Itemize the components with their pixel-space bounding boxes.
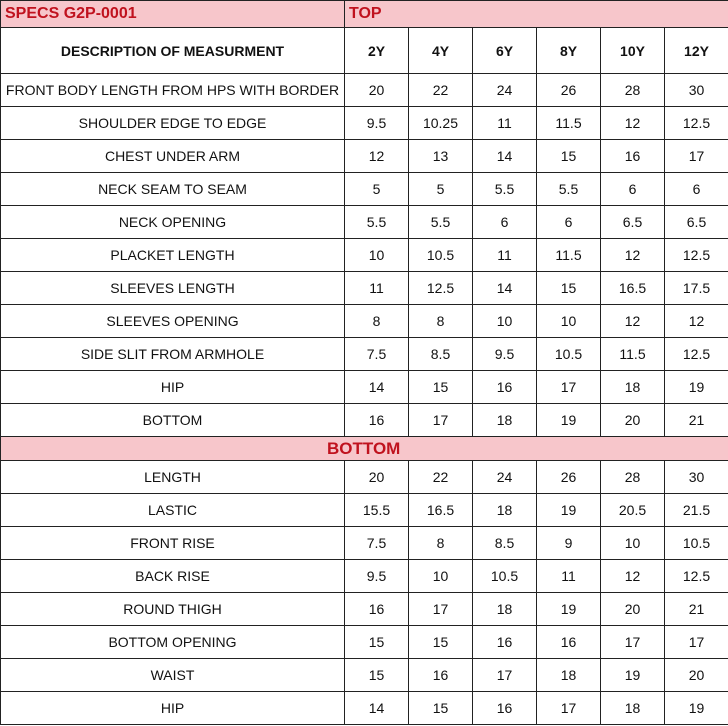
table-row <box>1 107 728 140</box>
measurement-value: 8.5 <box>473 527 537 560</box>
measurement-value: 12 <box>601 305 665 338</box>
measurement-value: 17 <box>409 404 473 437</box>
measurement-value: 16 <box>409 659 473 692</box>
measurement-value: 10.25 <box>409 107 473 140</box>
table-row <box>1 74 728 107</box>
measurement-value: 17 <box>601 626 665 659</box>
measurement-value: 10.5 <box>537 338 601 371</box>
title-row <box>1 1 728 28</box>
measurement-value: 10.5 <box>409 239 473 272</box>
measurement-value: 16 <box>601 140 665 173</box>
measurement-value: 5.5 <box>537 173 601 206</box>
table-row <box>1 272 728 305</box>
measurement-value: 5.5 <box>345 206 409 239</box>
measurement-value: 19 <box>665 692 728 725</box>
size-header-cell: 12Y <box>665 28 728 74</box>
measurement-value: 22 <box>409 461 473 494</box>
measurement-value: 12.5 <box>665 560 728 593</box>
measurement-value: 16 <box>345 404 409 437</box>
measurement-value: 15 <box>345 659 409 692</box>
measurement-value: 16 <box>537 626 601 659</box>
measurement-value: 13 <box>409 140 473 173</box>
measurement-value: 6 <box>665 173 728 206</box>
measurement-label: NECK OPENING <box>1 206 345 239</box>
size-header-cell: 10Y <box>601 28 665 74</box>
size-header-cell: 6Y <box>473 28 537 74</box>
measurement-label: CHEST UNDER ARM <box>1 140 345 173</box>
measurement-value: 24 <box>473 461 537 494</box>
measurement-value: 16 <box>473 626 537 659</box>
measurement-value: 8.5 <box>409 338 473 371</box>
measurement-value: 17 <box>665 626 728 659</box>
measurement-value: 22 <box>409 74 473 107</box>
measurement-label: SLEEVES LENGTH <box>1 272 345 305</box>
description-header-cell: DESCRIPTION OF MEASURMENT <box>1 28 345 74</box>
measurement-value: 12.5 <box>665 338 728 371</box>
table-row <box>1 404 728 437</box>
measurement-label: FRONT BODY LENGTH FROM HPS WITH BORDER <box>1 74 345 107</box>
measurement-value: 6 <box>473 206 537 239</box>
measurement-value: 12 <box>601 560 665 593</box>
top-section-cell: TOP <box>345 1 728 28</box>
measurement-value: 10.5 <box>665 527 728 560</box>
bottom-section-label: BOTTOM <box>1 437 728 461</box>
measurement-label: ROUND THIGH <box>1 593 345 626</box>
table-row <box>1 206 728 239</box>
measurement-value: 28 <box>601 74 665 107</box>
measurement-value: 11 <box>473 107 537 140</box>
measurement-label: HIP <box>1 371 345 404</box>
table-row <box>1 494 728 527</box>
measurement-label: LENGTH <box>1 461 345 494</box>
measurement-label: WAIST <box>1 659 345 692</box>
measurement-value: 28 <box>601 461 665 494</box>
measurement-value: 17 <box>665 140 728 173</box>
measurement-label: NECK SEAM TO SEAM <box>1 173 345 206</box>
measurement-value: 20 <box>665 659 728 692</box>
measurement-value: 12 <box>665 305 728 338</box>
measurement-value: 18 <box>473 494 537 527</box>
table-row <box>1 239 728 272</box>
measurement-value: 17 <box>409 593 473 626</box>
measurement-value: 14 <box>473 272 537 305</box>
measurement-value: 10.5 <box>473 560 537 593</box>
measurement-value: 20.5 <box>601 494 665 527</box>
measurement-value: 6.5 <box>665 206 728 239</box>
measurement-value: 16.5 <box>409 494 473 527</box>
measurement-value: 8 <box>409 527 473 560</box>
measurement-label: HIP <box>1 692 345 725</box>
measurement-value: 7.5 <box>345 338 409 371</box>
measurement-value: 21.5 <box>665 494 728 527</box>
table-row <box>1 305 728 338</box>
size-header-cell: 2Y <box>345 28 409 74</box>
measurement-label: LASTIC <box>1 494 345 527</box>
measurement-value: 24 <box>473 74 537 107</box>
measurement-value: 30 <box>665 461 728 494</box>
measurement-value: 19 <box>665 371 728 404</box>
measurement-value: 5 <box>345 173 409 206</box>
measurement-value: 9.5 <box>345 560 409 593</box>
measurement-value: 15 <box>345 626 409 659</box>
measurement-label: BOTTOM OPENING <box>1 626 345 659</box>
measurement-value: 14 <box>473 140 537 173</box>
measurement-value: 15 <box>409 692 473 725</box>
table-row <box>1 527 728 560</box>
measurement-value: 12.5 <box>409 272 473 305</box>
measurement-value: 12 <box>601 239 665 272</box>
measurement-label: BOTTOM <box>1 404 345 437</box>
measurement-value: 11 <box>537 560 601 593</box>
size-header-cell: 8Y <box>537 28 601 74</box>
measurement-value: 6 <box>537 206 601 239</box>
size-header-cell: 4Y <box>409 28 473 74</box>
measurement-value: 19 <box>601 659 665 692</box>
measurement-value: 16.5 <box>601 272 665 305</box>
measurement-value: 5 <box>409 173 473 206</box>
measurement-value: 14 <box>345 692 409 725</box>
table-row <box>1 461 728 494</box>
measurement-value: 15 <box>537 272 601 305</box>
measurement-value: 18 <box>601 371 665 404</box>
measurement-value: 10 <box>473 305 537 338</box>
measurement-value: 18 <box>601 692 665 725</box>
measurement-value: 17 <box>537 692 601 725</box>
measurement-label: SIDE SLIT FROM ARMHOLE <box>1 338 345 371</box>
measurement-value: 12 <box>601 107 665 140</box>
measurement-label: SLEEVES OPENING <box>1 305 345 338</box>
measurement-value: 12 <box>345 140 409 173</box>
measurement-value: 20 <box>601 593 665 626</box>
measurement-value: 10 <box>601 527 665 560</box>
measurement-value: 16 <box>345 593 409 626</box>
measurement-value: 9.5 <box>473 338 537 371</box>
measurement-value: 5.5 <box>473 173 537 206</box>
measurement-value: 8 <box>345 305 409 338</box>
measurement-value: 18 <box>473 593 537 626</box>
measurement-value: 19 <box>537 593 601 626</box>
measurement-value: 10 <box>409 560 473 593</box>
measurement-value: 18 <box>473 404 537 437</box>
measurement-value: 17.5 <box>665 272 728 305</box>
measurement-value: 9 <box>537 527 601 560</box>
measurement-value: 11.5 <box>537 107 601 140</box>
measurement-value: 20 <box>601 404 665 437</box>
measurement-value: 18 <box>537 659 601 692</box>
table-row <box>1 692 728 725</box>
measurement-value: 11 <box>345 272 409 305</box>
measurement-value: 11.5 <box>601 338 665 371</box>
table-row <box>1 560 728 593</box>
measurement-value: 9.5 <box>345 107 409 140</box>
measurement-value: 12.5 <box>665 239 728 272</box>
measurement-value: 10 <box>537 305 601 338</box>
measurement-value: 12.5 <box>665 107 728 140</box>
table-row <box>1 593 728 626</box>
measurement-value: 11 <box>473 239 537 272</box>
measurement-value: 21 <box>665 404 728 437</box>
measurement-value: 26 <box>537 461 601 494</box>
measurement-value: 30 <box>665 74 728 107</box>
measurement-label: SHOULDER EDGE TO EDGE <box>1 107 345 140</box>
measurement-value: 20 <box>345 461 409 494</box>
measurement-value: 11.5 <box>537 239 601 272</box>
column-header-row <box>1 28 728 74</box>
measurement-value: 20 <box>345 74 409 107</box>
measurement-value: 5.5 <box>409 206 473 239</box>
table-row <box>1 371 728 404</box>
measurement-value: 7.5 <box>345 527 409 560</box>
measurement-value: 19 <box>537 404 601 437</box>
measurement-label: BACK RISE <box>1 560 345 593</box>
measurement-value: 16 <box>473 692 537 725</box>
measurement-value: 10 <box>345 239 409 272</box>
measurement-value: 15 <box>537 140 601 173</box>
measurement-value: 6.5 <box>601 206 665 239</box>
measurement-value: 17 <box>537 371 601 404</box>
measurement-value: 21 <box>665 593 728 626</box>
spec-number-cell: SPECS G2P-0001 <box>1 1 345 28</box>
table-row <box>1 626 728 659</box>
table-row <box>1 338 728 371</box>
measurement-value: 19 <box>537 494 601 527</box>
table-row <box>1 659 728 692</box>
measurement-label: FRONT RISE <box>1 527 345 560</box>
table-row <box>1 140 728 173</box>
table-row <box>1 173 728 206</box>
bottom-section-row <box>1 437 728 461</box>
measurement-value: 15.5 <box>345 494 409 527</box>
measurement-value: 16 <box>473 371 537 404</box>
measurement-value: 17 <box>473 659 537 692</box>
measurement-value: 26 <box>537 74 601 107</box>
measurement-value: 8 <box>409 305 473 338</box>
measurement-label: PLACKET LENGTH <box>1 239 345 272</box>
measurement-value: 15 <box>409 626 473 659</box>
measurement-value: 14 <box>345 371 409 404</box>
measurement-value: 6 <box>601 173 665 206</box>
measurement-value: 15 <box>409 371 473 404</box>
